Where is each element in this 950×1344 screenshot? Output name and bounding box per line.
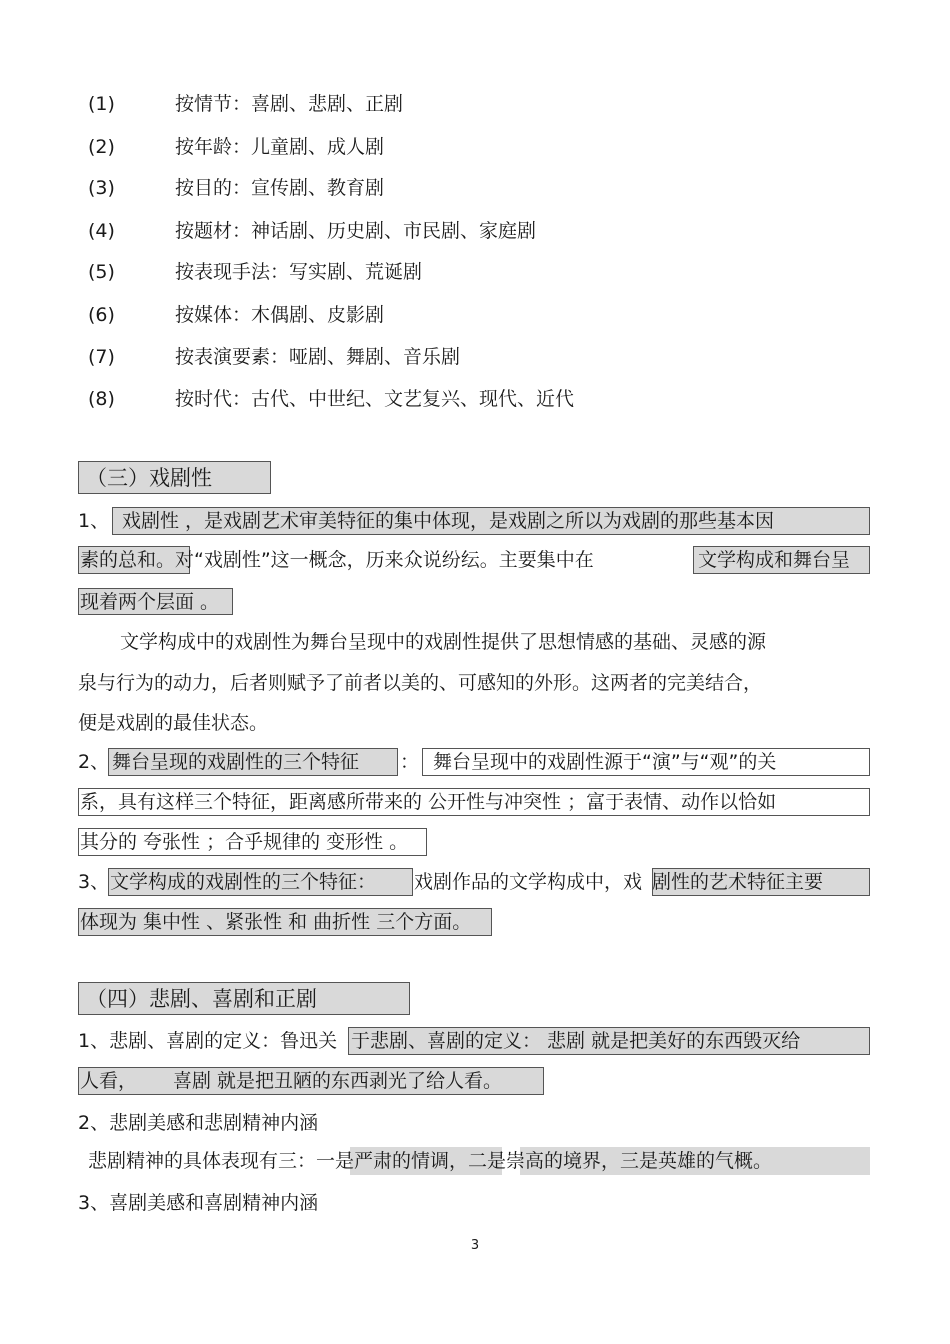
list-item: 按表演要素：哑剧、舞剧、音乐剧 (175, 346, 461, 368)
list-number: (4) (88, 220, 115, 242)
item-number: 2、 (78, 751, 110, 773)
list-item: 按媒体：木偶剧、皮影剧 (175, 304, 385, 326)
item-text: 舞台呈现中的戏剧性源于“演”与“观”的关 (433, 751, 777, 773)
item-text: 戏剧作品的文学构成中，戏 (414, 871, 643, 893)
paragraph-line: 泉与行为的动力，后者则赋予了前者以美的、可感知的外形。这两者的完美结合， (78, 672, 763, 694)
list-number: (8) (88, 388, 115, 410)
paragraph-line: 文学构成中的戏剧性为舞台呈现中的戏剧性提供了思想情感的基础、灵感的源 (120, 631, 767, 653)
item-text: 其分的 夸张性 ；合乎规律的 变形性 。 (80, 831, 409, 853)
definition-text: 现着两个层面 。 (80, 591, 220, 613)
list-number: (1) (88, 93, 115, 115)
item-number: 3、 (78, 871, 110, 893)
item-text: 剧性的艺术特征主要 (652, 871, 824, 893)
definition-text: 于悲剧、喜剧的定义： 悲剧 就是把美好的东西毁灭给 (351, 1030, 801, 1052)
list-item: 按题材：神话剧、历史剧、市民剧、家庭剧 (175, 220, 537, 242)
item-text: 系，具有这样三个特征，距离感所带来的 公开性与冲突性 ；富于表情、动作以恰如 (80, 791, 777, 813)
definition-text: 素的总和。对“戏剧性”这一概念，历来众说纷纭。主要集中在 (80, 549, 594, 571)
list-item: 按表现手法：写实剧、荒诞剧 (175, 261, 423, 283)
definition-text: 戏剧性 ，是戏剧艺术审美特征的集中体现，是戏剧之所以为戏剧的那些基本因 (122, 510, 775, 532)
subsection-title: 3、喜剧美感和喜剧精神内涵 (78, 1192, 319, 1214)
item-text: 体现为 集中性 、紧张性 和 曲折性 三个方面。 (80, 911, 472, 933)
section-heading: （三）戏剧性 (86, 466, 212, 490)
page-number: 3 (470, 1238, 480, 1253)
list-number: (2) (88, 136, 115, 158)
list-item: 按时代：古代、中世纪、文艺复兴、现代、近代 (175, 388, 575, 410)
subsection-text: 1、悲剧、喜剧的定义：鲁迅关 (78, 1030, 338, 1052)
subsection-title: 2、悲剧美感和悲剧精神内涵 (78, 1112, 319, 1134)
item-title: 舞台呈现的戏剧性的三个特征 (112, 751, 360, 773)
list-item: 按目的：宣传剧、教育剧 (175, 177, 385, 199)
paragraph-line: 便是戏剧的最佳状态。 (78, 712, 269, 734)
section-heading: （四）悲剧、喜剧和正剧 (86, 987, 317, 1011)
definition-text: 人看， (80, 1070, 138, 1092)
list-item: 按情节：喜剧、悲剧、正剧 (175, 93, 404, 115)
item-number: 1、 (78, 510, 110, 532)
colon: ： (400, 751, 420, 773)
list-number: (6) (88, 304, 115, 326)
paragraph-line: 悲剧精神的具体表现有三：一是严肃的情调，二是崇高的境界，三是英雄的气概。 (88, 1150, 773, 1172)
list-number: (3) (88, 177, 115, 199)
definition-text: 喜剧 就是把丑陋的东西剥光了给人看。 (173, 1070, 503, 1092)
list-item: 按年龄：儿童剧、成人剧 (175, 136, 385, 158)
list-number: (5) (88, 261, 115, 283)
definition-text: 文学构成和舞台呈 (698, 549, 851, 571)
item-title: 文学构成的戏剧性的三个特征： (110, 871, 377, 893)
list-number: (7) (88, 346, 115, 368)
